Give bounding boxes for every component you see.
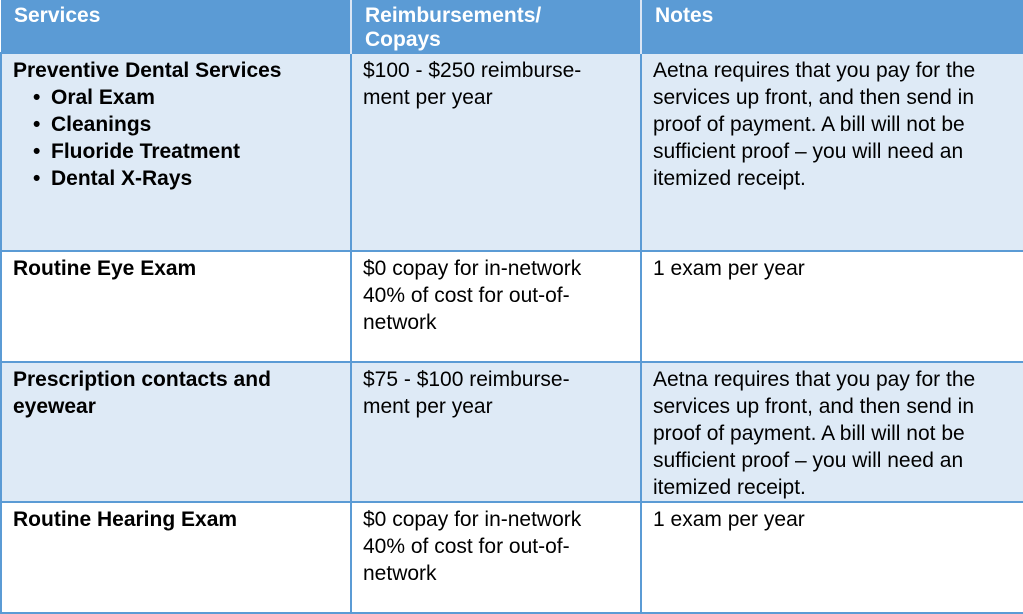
reimbursement-line: ment per year [363, 86, 493, 109]
bullet-item: • Cleanings [33, 111, 344, 138]
service-name: Preventive Dental Services [13, 59, 282, 82]
reimbursement-line: 40% of cost for out-of- [363, 535, 570, 558]
reimbursement-line: ment per year [363, 395, 493, 418]
cell-service: Routine Eye Exam [1, 251, 351, 362]
cell-reimbursement [351, 362, 641, 502]
reimbursement-line: $100 - $250 reimburse- [363, 59, 582, 82]
table-row-dental [1, 53, 1023, 251]
cell-notes: 1 exam per year [641, 502, 1023, 613]
bullet-item: • Dental X-Rays [33, 165, 344, 192]
reimbursement-line: $75 - $100 reimburse- [363, 368, 570, 391]
reimbursement-line: $0 copay for in-network [363, 257, 582, 280]
cell-service: Prescription contacts and eyewear [1, 362, 351, 502]
cell-reimbursement [351, 251, 641, 362]
cell-reimbursement [351, 53, 641, 251]
reimbursement-line: network [363, 311, 437, 334]
header-reimbursements-line1: Reimbursements/ [365, 4, 542, 27]
header-reimbursements [351, 0, 641, 53]
header-reimbursements-line2: Copays [365, 28, 441, 51]
cell-notes: 1 exam per year [641, 251, 1023, 362]
table-row-eye-exam [1, 251, 1023, 362]
table-row-hearing-exam [1, 502, 1023, 613]
cell-notes: Aetna requires that you pay for the services up front, and then send in proof of payment. A bill will not be sufficient proof – you will need an itemized receipt. [641, 53, 1023, 251]
table-header-row [1, 0, 1023, 53]
cell-service [1, 53, 351, 251]
header-services: Services [1, 0, 351, 53]
cell-service: Routine Hearing Exam [1, 502, 351, 613]
cell-reimbursement [351, 502, 641, 613]
table-row-eyewear [1, 362, 1023, 502]
bullet-item: • Oral Exam [33, 84, 344, 111]
reimbursement-line: $0 copay for in-network [363, 508, 582, 531]
service-bullet-list [13, 84, 344, 192]
reimbursement-line: 40% of cost for out-of- [363, 284, 570, 307]
reimbursement-line: network [363, 562, 437, 585]
header-notes: Notes [641, 0, 1023, 53]
cell-notes: Aetna requires that you pay for the services up front, and then send in proof of payment. A bill will not be sufficient proof – you will need an itemized receipt. [641, 362, 1023, 502]
bullet-item: • Fluoride Treatment [33, 138, 344, 165]
